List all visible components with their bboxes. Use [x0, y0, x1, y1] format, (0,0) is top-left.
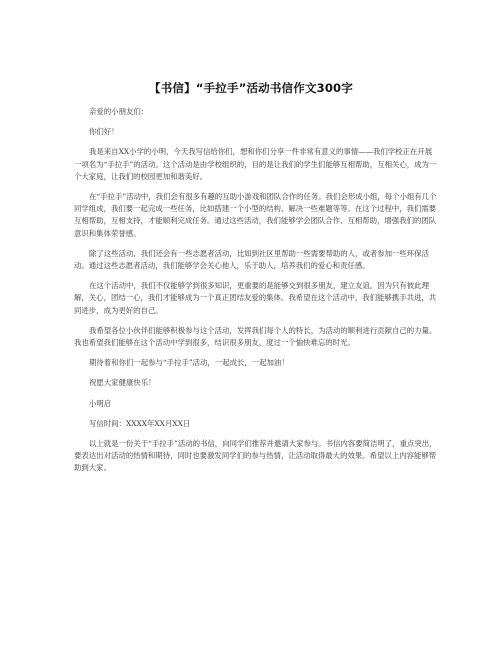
- document-body: [74, 106, 438, 483]
- document-title: 【书信】“手拉手”活动书信作文300字: [149, 81, 353, 95]
- body-paragraph-activities: 在“手拉手”活动中，我们会有很多有趣的互助小游戏和团队合作的任务。我们会形成小组，每个小组有几个同学组成，我们要一起完成一些任务，比如搭建一个小型的结构、解决一些难题等等。在这个过程中，我们需要互相帮助，互相支持，才能顺利完成任务。通过这些活动，我们能够学会团队合作、互相帮助，增强我们的团队意识和集体荣誉感。: [74, 192, 437, 238]
- letter-date: 写信时间：XXXX年XX月XX日: [89, 418, 191, 428]
- closing-line: 期待着和你们一起参与“手拉手”活动，一起成长，一起加油！: [89, 358, 289, 368]
- body-paragraph-intro: 我是来自XX小学的小明，今天我写信给你们，想和你们分享一件非常有意义的事情——我们学校正在开展一项名为“手拉手”的活动。这个活动是由学校组织的，目的是让我们的学生们能够互相帮助，互相关心，成为一个大家庭，让我们的校园更加和谐美好。: [74, 147, 437, 181]
- body-paragraph-hope: 我希望各位小伙伴们能够积极参与这个活动，发挥我们每个人的特长，为活动的顺利进行贡献自己的力量。我也希望我们能够在这个活动中学到很多，结识很多朋友，度过一个愉快难忘的时光。: [74, 325, 437, 348]
- wishes: 祝愿大家健康快乐！: [89, 378, 156, 388]
- body-paragraph-friendship: 在这个活动中，我们不仅能够学到很多知识，更重要的是能够交到很多朋友，建立友谊。因为只有彼此理解，关心，团结一心，我们才能够成为一个真正团结友爱的集体。我希望在这个活动中，我们能够携手共进，共同进步，成为更好的自己。: [74, 281, 437, 315]
- greeting: 你们好！: [89, 127, 119, 137]
- salutation: 亲爱的小朋友们：: [89, 107, 149, 116]
- summary-paragraph: 以上就是一份关于“手拉手”活动的书信，向同学们推荐并邀请大家参与。书信内容要简洁明了，重点突出，要表达出对活动的热情和期待，同时也要激发同学们的参与热情，让活动取得最大的效果。希望以上内容能够帮助到大家。: [74, 439, 437, 473]
- signature: 小明启: [89, 398, 112, 408]
- body-paragraph-volunteer: 除了这些活动，我们还会有一些志愿者活动，比如到社区里帮助一些需要帮助的人，或者参加一些环保活动。通过这些志愿者活动，我们能够学会关心他人，乐于助人，培养我们的爱心和责任感。: [74, 248, 429, 271]
